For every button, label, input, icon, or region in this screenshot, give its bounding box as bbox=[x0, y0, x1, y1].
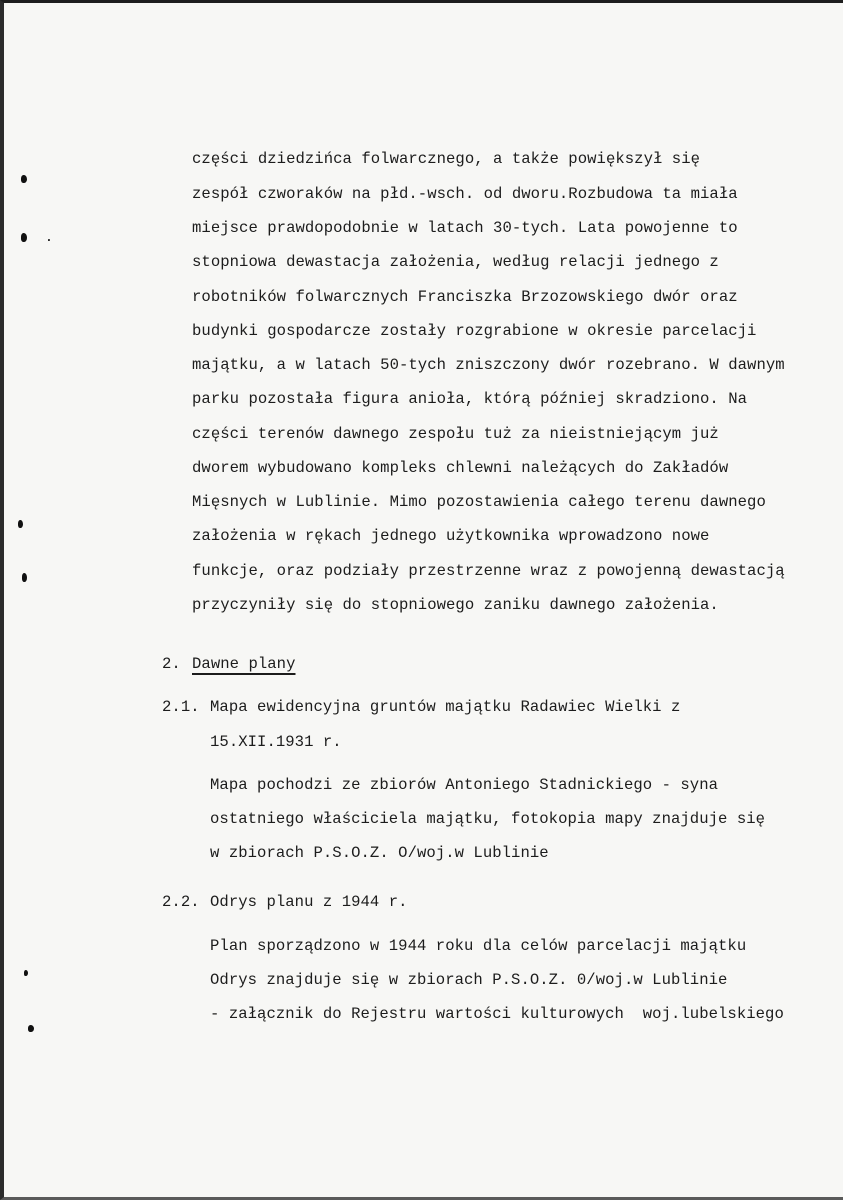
subsection-number: 2.1. bbox=[162, 698, 200, 716]
text-line: Mapa pochodzi ze zbiorów Antoniego Stadnickiego - syna bbox=[210, 776, 719, 794]
subsection-number: 2.2. bbox=[162, 893, 200, 911]
text-line: przyczyniły się do stopniowego zaniku dawnego założenia. bbox=[192, 596, 719, 614]
margin-ink-mark bbox=[22, 573, 27, 582]
margin-ink-mark bbox=[21, 175, 27, 183]
text-line: funkcje, oraz podziały przestrzenne wraz z powojenną dewastacją bbox=[192, 562, 785, 580]
text-line: majątku, a w latach 50-tych zniszczony dwór rozebrano. W dawnym bbox=[192, 356, 785, 374]
subsection-title-line: Mapa ewidencyjna gruntów majątku Radawiec Wielki z bbox=[210, 698, 681, 716]
margin-ink-mark bbox=[21, 233, 27, 242]
text-line: robotników folwarcznych Franciszka Brzozowskiego dwór oraz bbox=[192, 288, 738, 306]
margin-ink-mark bbox=[28, 1025, 34, 1032]
margin-ink-mark bbox=[48, 239, 50, 241]
text-line: zespół czworaków na płd.-wsch. od dworu.Rozbudowa ta miała bbox=[192, 185, 738, 203]
text-line: Mięsnych w Lublinie. Mimo pozostawienia całego terenu dawnego bbox=[192, 493, 766, 511]
margin-ink-mark bbox=[24, 970, 28, 976]
text-line: założenia w rękach jednego użytkownika wprowadzono nowe bbox=[192, 527, 710, 545]
text-line: Odrys znajduje się w zbiorach P.S.O.Z. 0/woj.w Lublinie bbox=[210, 971, 728, 989]
section-number: 2. bbox=[162, 655, 181, 673]
text-line: części terenów dawnego zespołu tuż za nieistniejącym już bbox=[192, 425, 719, 443]
text-line: parku pozostała figura anioła, którą później skradziono. Na bbox=[192, 390, 748, 408]
section-title: Dawne plany bbox=[192, 655, 296, 673]
text-line: stopniowa dewastacja założenia, według relacji jednego z bbox=[192, 253, 719, 271]
text-line: ostatniego właściciela majątku, fotokopia mapy znajduje się bbox=[210, 810, 766, 828]
text-line: Plan sporządzono w 1944 roku dla celów parcelacji majątku bbox=[210, 937, 747, 955]
text-line: dworem wybudowano kompleks chlewni należących do Zakładów bbox=[192, 459, 729, 477]
subsection-title-line: 15.XII.1931 r. bbox=[210, 733, 342, 751]
text-line: budynki gospodarcze zostały rozgrabione w okresie parcelacji bbox=[192, 322, 757, 340]
margin-ink-mark bbox=[18, 520, 23, 528]
text-line: w zbiorach P.S.O.Z. O/woj.w Lublinie bbox=[210, 844, 549, 862]
subsection-title: Odrys planu z 1944 r. bbox=[210, 893, 408, 911]
text-line: części dziedzińca folwarcznego, a także powiększył się bbox=[192, 150, 701, 168]
text-line: - załącznik do Rejestru wartości kulturowych woj.lubelskiego bbox=[210, 1005, 784, 1023]
text-line: miejsce prawdopodobnie w latach 30-tych. Lata powojenne to bbox=[192, 219, 738, 237]
